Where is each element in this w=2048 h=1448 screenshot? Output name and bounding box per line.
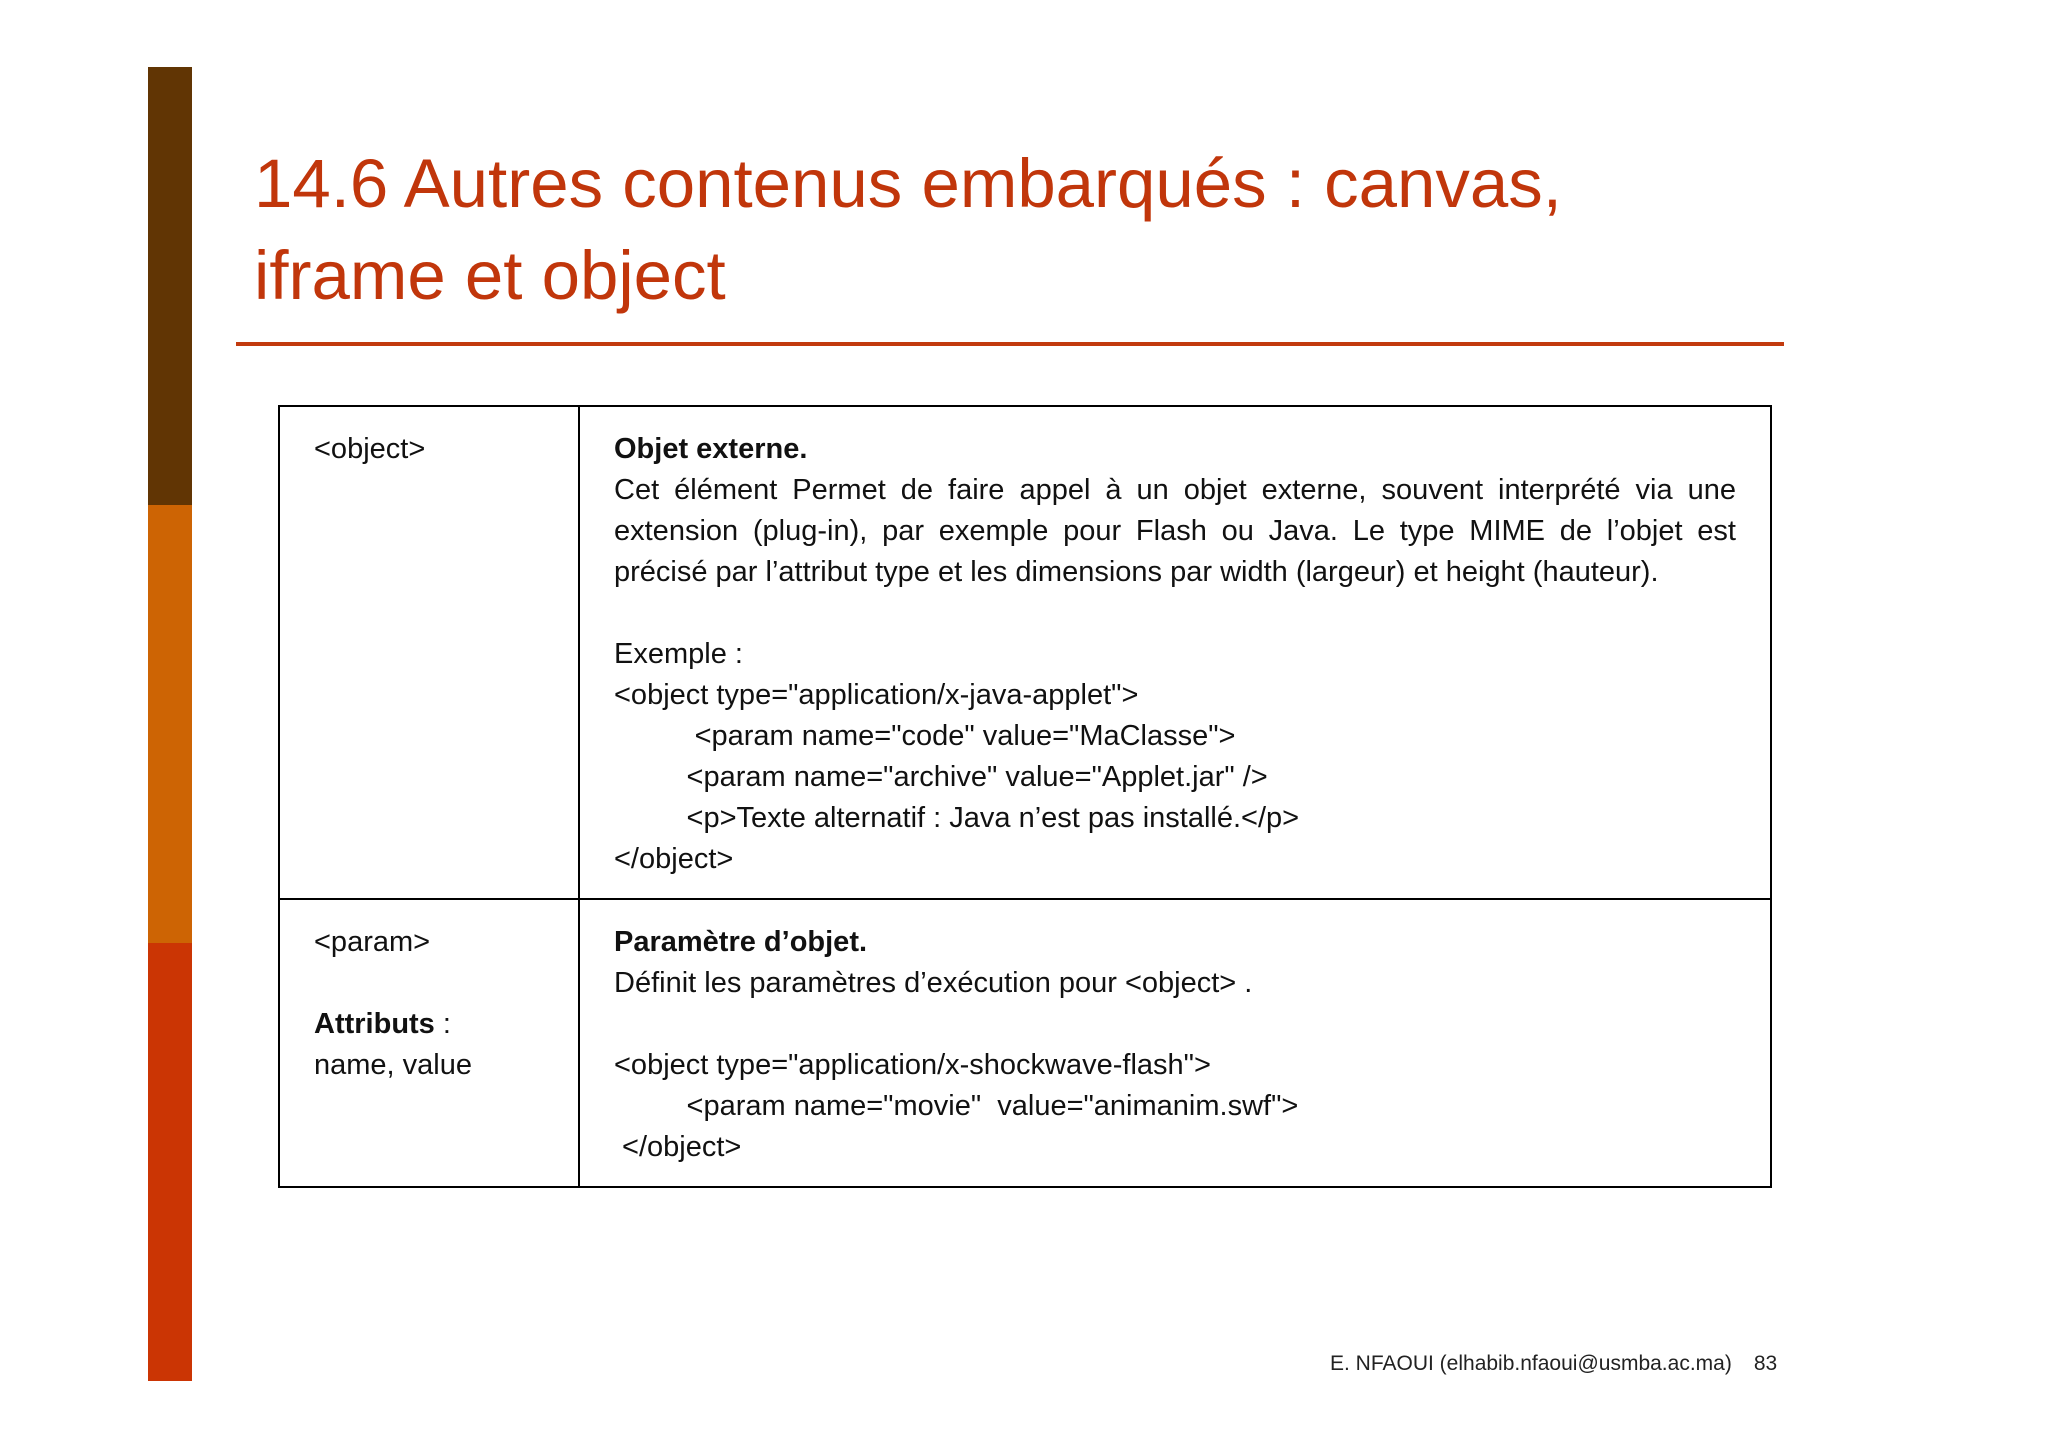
slide-footer [1330,1352,1777,1376]
title-line-1: 14.6 Autres contenus embarqués : canvas, [254,145,1562,222]
page-number: 83 [1753,1352,1778,1375]
code-line: <param name="archive" value="Applet.jar" /> [614,761,1268,793]
code-line: </object> [614,843,734,875]
code-line: <p>Texte alternatif : Java n’est pas installé.</p> [614,802,1300,834]
description-heading: Objet externe. [614,433,808,465]
element-table [278,405,1772,1188]
description-heading: Paramètre d’objet. [614,926,868,958]
attributes-line [314,1004,558,1045]
code-line: <param name="code" value="MaClasse"> [614,720,1236,752]
tag-cell [279,899,579,1187]
description-paragraph: Cet élément Permet de faire appel à un objet externe, souvent interprété via une extension (plug-in), par exemple pour Flash ou Java. Le type MIME de l’objet est précisé par l’attribut type et les dimensions par width (largeur) et height (hauteur). [614,474,1736,588]
code-line: <object type="application/x-java-applet"> [614,679,1139,711]
title-underline [236,342,1784,346]
footer-author: E. NFAOUI (elhabib.nfaoui@usmba.ac.ma) [1330,1352,1732,1375]
spacer [614,593,1736,634]
description-cell [579,406,1771,899]
title-line-2: iframe et object [254,237,726,314]
code-line: <param name="movie" value="animanim.swf"> [614,1090,1299,1122]
spacer [614,1004,1736,1045]
tag-name: <object> [314,433,426,465]
decor-bar-brown [148,67,192,505]
decor-bar-orange [148,505,192,943]
tag-cell [279,406,579,899]
code-line: </object> [614,1131,742,1163]
table-row [279,406,1771,899]
slide-title [254,138,1814,322]
attributes-separator: : [434,1008,451,1040]
description-paragraph: Définit les paramètres d’exécution pour <object> . [614,967,1253,999]
tag-name: <param> [314,926,431,958]
attributes-values: name, value [314,1049,472,1081]
table-row [279,899,1771,1187]
attributes-label: Attributs [314,1008,435,1040]
example-label: Exemple : [614,638,743,670]
code-line: <object type="application/x-shockwave-flash"> [614,1049,1211,1081]
decor-bar-red [148,943,192,1381]
description-cell [579,899,1771,1187]
spacer [314,963,558,1004]
